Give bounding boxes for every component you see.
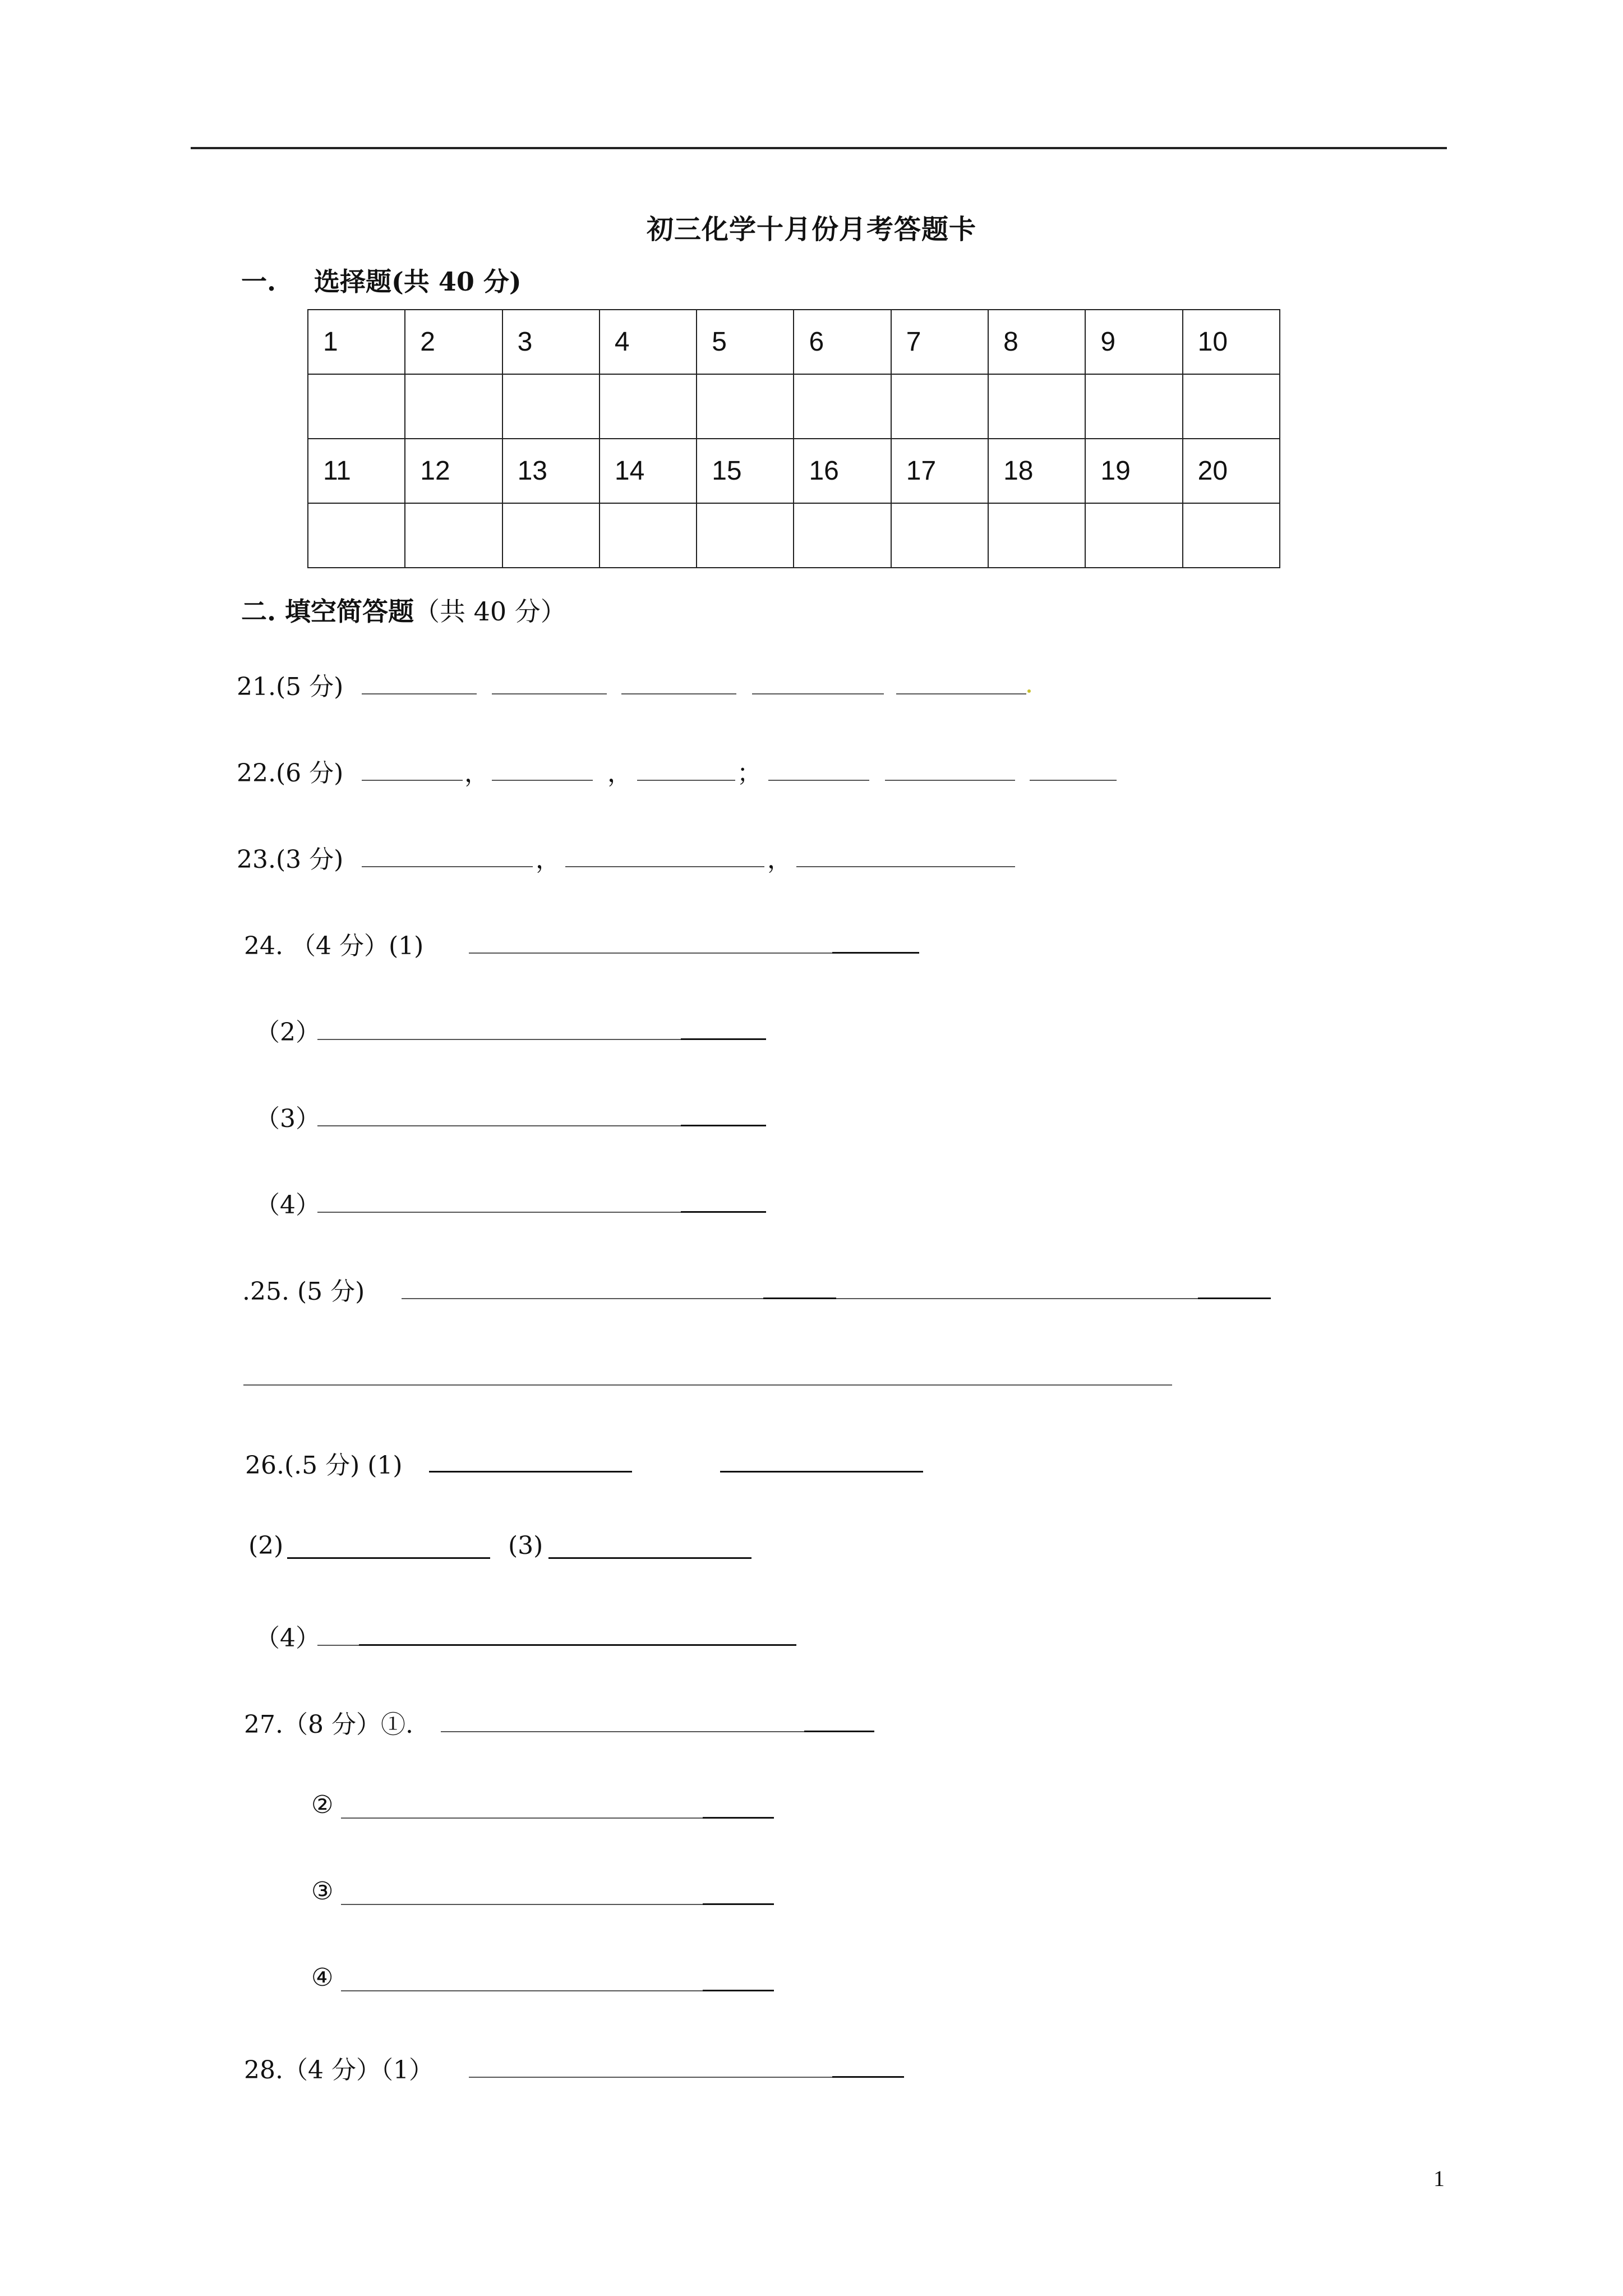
grid-number-row-2: [308, 439, 1280, 503]
q21-blank-3[interactable]: [621, 693, 736, 694]
q26-3-blank[interactable]: [548, 1557, 751, 1559]
grid-cell-number: 1: [308, 310, 405, 374]
grid-answer-cell[interactable]: [988, 503, 1085, 568]
q21-blank-2[interactable]: [492, 693, 607, 694]
grid-answer-cell[interactable]: [891, 374, 988, 439]
grid-answer-cell[interactable]: [1085, 374, 1182, 439]
q28-1-blank-end: [832, 2076, 904, 2078]
q26-1-blank-a[interactable]: [429, 1471, 632, 1473]
q24-3-blank-end: [681, 1125, 766, 1126]
q23-separator-2: ，: [767, 845, 792, 874]
q25-blank-2-end: [1198, 1297, 1271, 1299]
grid-cell-number: 11: [308, 439, 405, 503]
q25-blank-1-end: [763, 1297, 836, 1299]
q22-blank-4[interactable]: [768, 780, 869, 781]
q28-label: 28.（4 分）（1）: [244, 2056, 434, 2085]
q22-blank-3[interactable]: [637, 780, 735, 781]
page-number: 1: [1433, 2166, 1445, 2191]
q22-separator-1: ，: [464, 759, 489, 788]
q25-blank-2[interactable]: [836, 1298, 1198, 1299]
grid-answer-cell[interactable]: [600, 503, 697, 568]
q26-2-label: (2): [248, 1531, 284, 1560]
q22-blank-6[interactable]: [1030, 780, 1117, 781]
section1-number: 一.: [241, 266, 276, 297]
q26-label: 26.(.5 分) (1): [245, 1451, 403, 1480]
section1-heading: [241, 261, 522, 298]
q22-separator-3: ；: [737, 759, 762, 788]
grid-cell-number: 18: [988, 439, 1085, 503]
grid-answer-cell[interactable]: [1085, 503, 1182, 568]
q25-blank-1[interactable]: [402, 1298, 763, 1299]
q24-2-blank-end: [681, 1038, 766, 1040]
q26-3-label: (3): [508, 1531, 543, 1560]
q22-label: 22.(6 分): [237, 759, 344, 788]
grid-answer-cell[interactable]: [405, 503, 502, 568]
ink-speck: [1027, 689, 1031, 693]
q27-3-blank[interactable]: [341, 1904, 703, 1905]
q27-2-blank-end: [703, 1817, 774, 1819]
q23-separator-1: ，: [536, 845, 560, 874]
grid-cell-number: 9: [1085, 310, 1182, 374]
section1-label: 选择题(共 40 分): [314, 266, 522, 297]
q24-4-blank[interactable]: [317, 1212, 681, 1213]
answer-grid: [307, 309, 1280, 568]
grid-answer-cell[interactable]: [794, 374, 891, 439]
q27-3-blank-end: [703, 1903, 774, 1905]
grid-answer-cell[interactable]: [1183, 374, 1280, 439]
q24-4-label: （4）: [255, 1191, 320, 1220]
grid-answer-cell[interactable]: [308, 374, 405, 439]
q25-label: .25. (5 分): [242, 1277, 365, 1306]
q26-4-blank-start: [317, 1645, 359, 1646]
grid-answer-cell[interactable]: [600, 374, 697, 439]
q22-separator-2: ，: [607, 759, 632, 788]
grid-cell-number: 19: [1085, 439, 1182, 503]
grid-cell-number: 12: [405, 439, 502, 503]
q26-1-blank-b[interactable]: [720, 1471, 923, 1473]
grid-answer-row-2: [308, 503, 1280, 568]
grid-answer-row-1: [308, 374, 1280, 439]
grid-cell-number: 10: [1183, 310, 1280, 374]
q24-label: 24. （4 分）(1): [244, 932, 424, 960]
q21-blank-5[interactable]: [896, 693, 1026, 694]
q24-1-blank-end: [832, 952, 919, 954]
grid-answer-cell[interactable]: [891, 503, 988, 568]
grid-answer-cell[interactable]: [988, 374, 1085, 439]
grid-cell-number: 15: [697, 439, 794, 503]
q27-1-blank[interactable]: [441, 1731, 804, 1732]
q23-blank-2[interactable]: [565, 866, 764, 867]
q23-blank-3[interactable]: [796, 866, 1015, 867]
grid-answer-cell[interactable]: [308, 503, 405, 568]
grid-cell-number: 8: [988, 310, 1085, 374]
grid-cell-number: 14: [600, 439, 697, 503]
grid-cell-number: 3: [502, 310, 600, 374]
q27-4-blank-end: [703, 1990, 774, 1991]
section2-label: 填空简答题: [285, 596, 414, 627]
q21-blank-4[interactable]: [752, 693, 884, 694]
q23-blank-1[interactable]: [362, 866, 533, 867]
q26-4-blank[interactable]: [359, 1644, 796, 1646]
grid-cell-number: 2: [405, 310, 502, 374]
grid-answer-cell[interactable]: [502, 503, 600, 568]
q24-1-blank[interactable]: [469, 953, 832, 954]
header-rule: [191, 147, 1447, 149]
q27-label: 27.（8 分）①.: [244, 1710, 413, 1739]
section2-heading: [241, 591, 566, 628]
grid-answer-cell[interactable]: [1183, 503, 1280, 568]
grid-cell-number: 7: [891, 310, 988, 374]
q22-blank-2[interactable]: [492, 780, 593, 781]
q22-blank-5[interactable]: [885, 780, 1015, 781]
q21-blank-1[interactable]: [362, 693, 477, 694]
grid-answer-cell[interactable]: [697, 374, 794, 439]
q23-label: 23.(3 分): [237, 845, 344, 874]
grid-cell-number: 20: [1183, 439, 1280, 503]
q27-2-blank[interactable]: [341, 1818, 703, 1819]
q22-blank-1[interactable]: [362, 780, 463, 781]
q24-4-blank-end: [681, 1211, 766, 1213]
grid-cell-number: 4: [600, 310, 697, 374]
q27-3-label: ③: [311, 1877, 334, 1906]
q25-blank-3[interactable]: [243, 1384, 1172, 1386]
q27-1-blank-end: [804, 1731, 874, 1732]
section2-score: （共 40 分）: [414, 596, 566, 627]
q24-2-blank[interactable]: [317, 1039, 681, 1040]
section2-number: 二.: [241, 596, 276, 627]
grid-cell-number: 13: [502, 439, 600, 503]
grid-cell-number: 16: [794, 439, 891, 503]
grid-answer-cell[interactable]: [502, 374, 600, 439]
grid-cell-number: 5: [697, 310, 794, 374]
grid-number-row-1: [308, 310, 1280, 374]
q27-4-blank[interactable]: [341, 1990, 703, 1991]
q21-label: 21.(5 分): [237, 673, 344, 701]
q24-2-label: （2）: [255, 1018, 320, 1047]
grid-answer-cell[interactable]: [794, 503, 891, 568]
q27-2-label: ②: [311, 1791, 334, 1819]
grid-answer-cell[interactable]: [697, 503, 794, 568]
grid-answer-cell[interactable]: [405, 374, 502, 439]
q28-1-blank[interactable]: [469, 2077, 832, 2078]
q26-2-blank[interactable]: [287, 1557, 490, 1559]
q27-4-label: ④: [311, 1963, 334, 1992]
page-title: 初三化学十月份月考答题卡: [646, 214, 976, 245]
q24-3-label: （3）: [255, 1105, 320, 1133]
grid-cell-number: 17: [891, 439, 988, 503]
grid-cell-number: 6: [794, 310, 891, 374]
q24-3-blank[interactable]: [317, 1125, 681, 1126]
q26-4-label: （4）: [255, 1624, 320, 1653]
